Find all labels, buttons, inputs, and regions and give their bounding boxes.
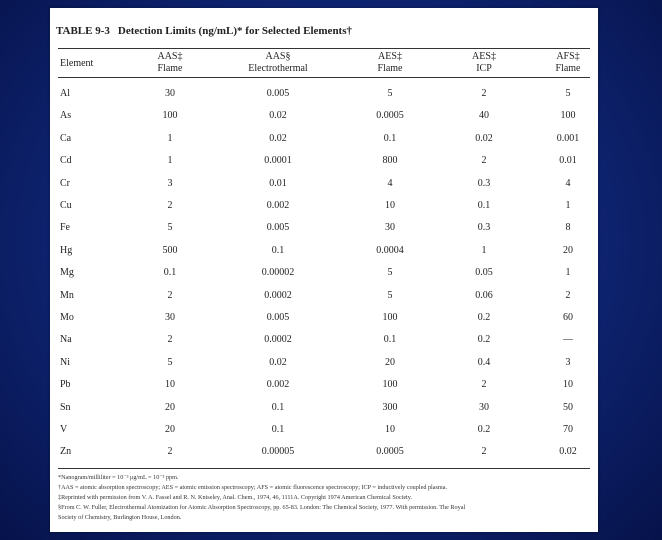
header-bottom-rule [58,77,590,78]
cell-element: Al [60,88,70,99]
table-row [50,267,598,289]
table-row [50,312,598,334]
cell-afs-flame: 8 [565,222,571,234]
cell-aes-flame: 100 [382,312,398,323]
cell-aes-icp: 0.2 [477,424,491,435]
cell-aas-flame: 2 [167,289,173,301]
cell-aas-electrothermal: 0.02 [269,132,287,144]
cell-element: As [60,110,72,122]
header-aas-electrothermal: AAS§ Electrothermal [248,51,308,74]
cell-element: Fe [60,222,70,234]
cell-element: Zn [60,446,72,458]
cell-afs-flame: — [563,334,573,346]
header-aas-flame: AAS‡ Flame [157,51,183,74]
table-title [56,25,352,37]
table-row [50,357,598,379]
cell-aes-icp: 30 [479,401,489,413]
table-row [50,178,598,200]
cell-element: Mg [60,267,74,279]
header-afs-flame: AFS‡ Flame [555,51,581,74]
table-row [50,222,598,244]
cell-aas-electrothermal: 0.002 [266,379,290,391]
cell-aes-flame: 5 [387,289,393,301]
cell-aas-electrothermal: 0.0002 [264,334,292,346]
cell-aas-electrothermal: 0.005 [266,88,290,99]
cell-aas-electrothermal: 0.0002 [264,289,292,301]
footnote: ‡Reprinted with permission from V. A. Fassel and R. N. Kniseley, Anal. Chem., 1974, 46, 1111A. Copyright 1974 American Chemical Society. [58,494,413,501]
cell-aas-flame: 1 [167,132,173,144]
cell-aes-flame: 0.0005 [376,110,404,122]
cell-element: Mo [60,312,74,323]
cell-afs-flame: 3 [565,356,571,368]
cell-afs-flame: 4 [565,177,571,189]
table-row [50,110,598,132]
cell-aes-flame: 0.1 [383,334,397,346]
cell-element: Cd [60,155,72,167]
cell-afs-flame: 1 [565,200,571,211]
table-caption: Detection Limits (ng/mL)* for Selected Elements† [117,25,353,37]
cell-afs-flame: 0.001 [556,132,580,144]
cell-afs-flame: 0.01 [559,155,577,167]
cell-aas-flame: 30 [165,88,175,99]
footnote: §From C. W. Fuller, Electrothermal Atomization for Atomic Absorption Spectroscopy, pp. 65-83. London: The Chemical Society, 1977. With permission. The Royal [58,504,466,511]
cell-aas-flame: 20 [165,424,175,435]
cell-afs-flame: 5 [565,88,571,99]
footnote: †AAS = atomic absorption spectroscopy; AES = atomic emission spectroscopy; AFS = atomic fluorescence spectroscopy; ICP = inductively coupled plasma. [58,484,448,491]
cell-aas-flame: 500 [162,244,178,256]
footnote: *Nanogram/milliliter = 10⁻³ μg/mL = 10⁻³ ppm. [58,474,179,481]
table-row [50,402,598,424]
table-bottom-rule [58,468,590,469]
cell-aas-flame: 2 [167,334,173,346]
cell-aes-icp: 0.1 [477,200,491,211]
table-row [50,334,598,356]
cell-afs-flame: 100 [560,110,576,122]
cell-element: Mn [60,289,74,301]
cell-aas-flame: 5 [167,222,173,234]
cell-afs-flame: 50 [563,401,573,413]
cell-aas-electrothermal: 0.1 [271,244,285,256]
cell-aes-flame: 300 [382,401,398,413]
cell-aas-flame: 3 [167,177,173,189]
cell-element: Cu [60,200,72,211]
cell-aes-icp: 0.3 [477,222,491,234]
cell-aes-icp: 0.02 [475,132,493,144]
cell-aas-flame: 5 [167,356,173,368]
cell-aas-flame: 0.1 [163,267,177,279]
cell-aes-icp: 0.2 [477,334,491,346]
cell-afs-flame: 20 [563,244,573,256]
cell-aes-icp: 0.4 [477,356,491,368]
cell-aes-flame: 10 [385,424,395,435]
cell-aas-flame: 100 [162,110,178,122]
table-row [50,155,598,177]
cell-aas-electrothermal: 0.00002 [261,267,295,279]
cell-aes-flame: 5 [387,267,393,279]
cell-afs-flame: 0.02 [559,446,577,458]
cell-aes-icp: 2 [481,155,487,167]
cell-aes-flame: 800 [382,155,398,167]
cell-aas-electrothermal: 0.00005 [261,446,295,458]
cell-element: Ni [60,356,70,368]
cell-aas-electrothermal: 0.002 [266,200,290,211]
cell-aes-icp: 0.3 [477,177,491,189]
cell-aas-electrothermal: 0.0001 [264,155,292,167]
cell-aas-electrothermal: 0.1 [271,401,285,413]
table-row [50,200,598,222]
cell-element: Sn [60,401,71,413]
cell-aes-icp: 2 [481,88,487,99]
header-aes-icp: AES‡ ICP [472,51,496,74]
cell-aes-icp: 0.05 [475,267,493,279]
table-row [50,245,598,267]
cell-afs-flame: 70 [563,424,573,435]
cell-aas-electrothermal: 0.02 [269,356,287,368]
cell-element: Hg [60,244,73,256]
cell-aes-icp: 1 [481,244,487,256]
cell-afs-flame: 2 [565,289,571,301]
cell-aes-flame: 20 [385,356,395,368]
cell-afs-flame: 10 [563,379,573,391]
cell-aes-flame: 5 [387,88,393,99]
footnote: Society of Chemistry, Burlington House, London. [58,514,182,521]
cell-element: Pb [60,379,71,391]
cell-aas-electrothermal: 0.01 [269,177,287,189]
cell-aes-flame: 100 [382,379,398,391]
cell-aas-flame: 2 [167,200,173,211]
cell-aes-flame: 0.0005 [376,446,404,458]
cell-element: V [60,424,68,435]
cell-aes-flame: 0.1 [383,132,397,144]
table-page [50,8,598,532]
cell-aes-flame: 0.0004 [376,244,404,256]
cell-aas-electrothermal: 0.1 [271,424,285,435]
cell-aes-icp: 2 [481,446,487,458]
cell-afs-flame: 60 [563,312,573,323]
cell-aas-electrothermal: 0.005 [266,222,290,234]
cell-aes-icp: 0.2 [477,312,491,323]
table-row [50,133,598,155]
cell-element: Cr [60,177,70,189]
cell-aes-icp: 0.06 [475,289,493,301]
header-top-rule [58,48,590,49]
header-aes-flame: AES‡ Flame [377,51,403,74]
table-number: TABLE 9-3 [56,25,110,37]
table-row [50,446,598,468]
cell-element: Na [60,334,72,346]
cell-aas-electrothermal: 0.02 [269,110,287,122]
cell-element: Ca [60,132,72,144]
cell-aes-flame: 4 [387,177,393,189]
table-row [50,290,598,312]
cell-aas-flame: 1 [167,155,173,167]
header-element: Element [60,58,94,69]
cell-aas-flame: 2 [167,446,173,458]
cell-aas-flame: 10 [165,379,175,391]
table-row [50,88,598,110]
table-row [50,379,598,401]
cell-aas-flame: 20 [165,401,175,413]
cell-aes-flame: 10 [385,200,395,211]
table-row [50,424,598,446]
cell-aas-flame: 30 [165,312,175,323]
cell-aes-icp: 2 [481,379,487,391]
cell-aes-flame: 30 [385,222,395,234]
cell-afs-flame: 1 [565,267,571,279]
cell-aas-electrothermal: 0.005 [266,312,290,323]
cell-aes-icp: 40 [479,110,489,122]
